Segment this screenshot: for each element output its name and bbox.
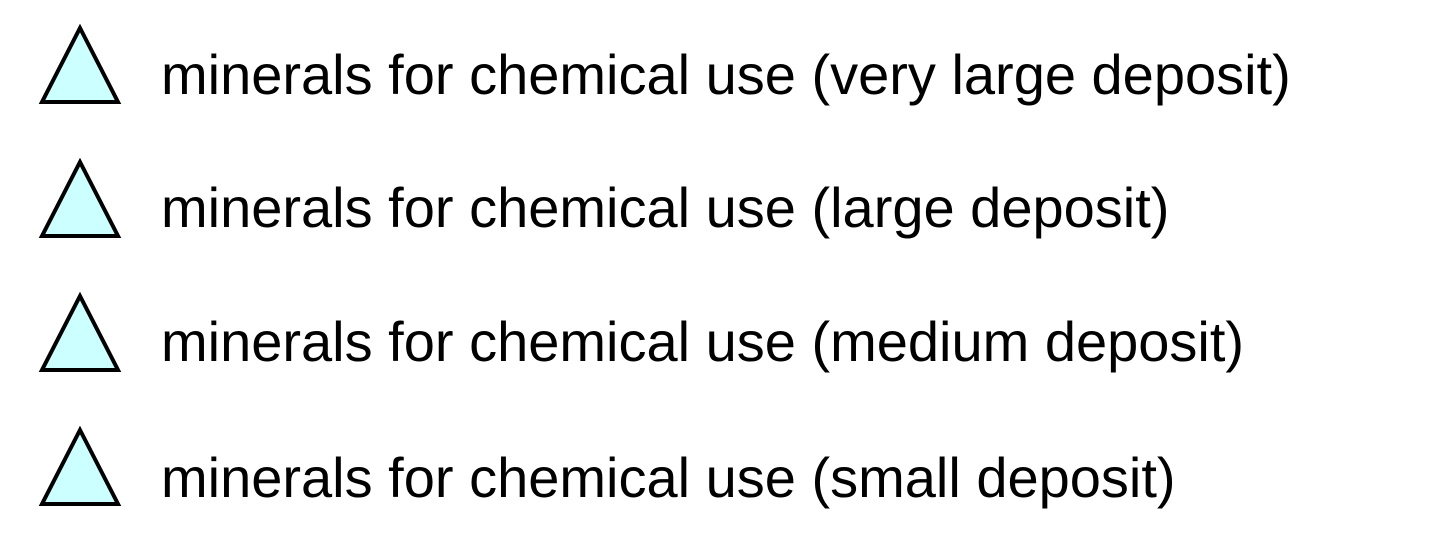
legend-item-large-deposit xyxy=(0,158,1440,292)
legend-label: minerals for chemical use (very large deposit) xyxy=(161,43,1291,106)
legend-label: minerals for chemical use (small deposit) xyxy=(161,446,1176,509)
triangle-icon xyxy=(38,158,122,240)
legend-item-very-large-deposit xyxy=(0,24,1440,158)
triangle-icon xyxy=(38,24,122,106)
triangle-icon xyxy=(38,426,122,508)
legend-item-medium-deposit xyxy=(0,292,1440,426)
triangle-icon xyxy=(38,292,122,374)
legend-label: minerals for chemical use (large deposit) xyxy=(161,176,1170,239)
legend-label: minerals for chemical use (medium deposit) xyxy=(161,310,1245,373)
